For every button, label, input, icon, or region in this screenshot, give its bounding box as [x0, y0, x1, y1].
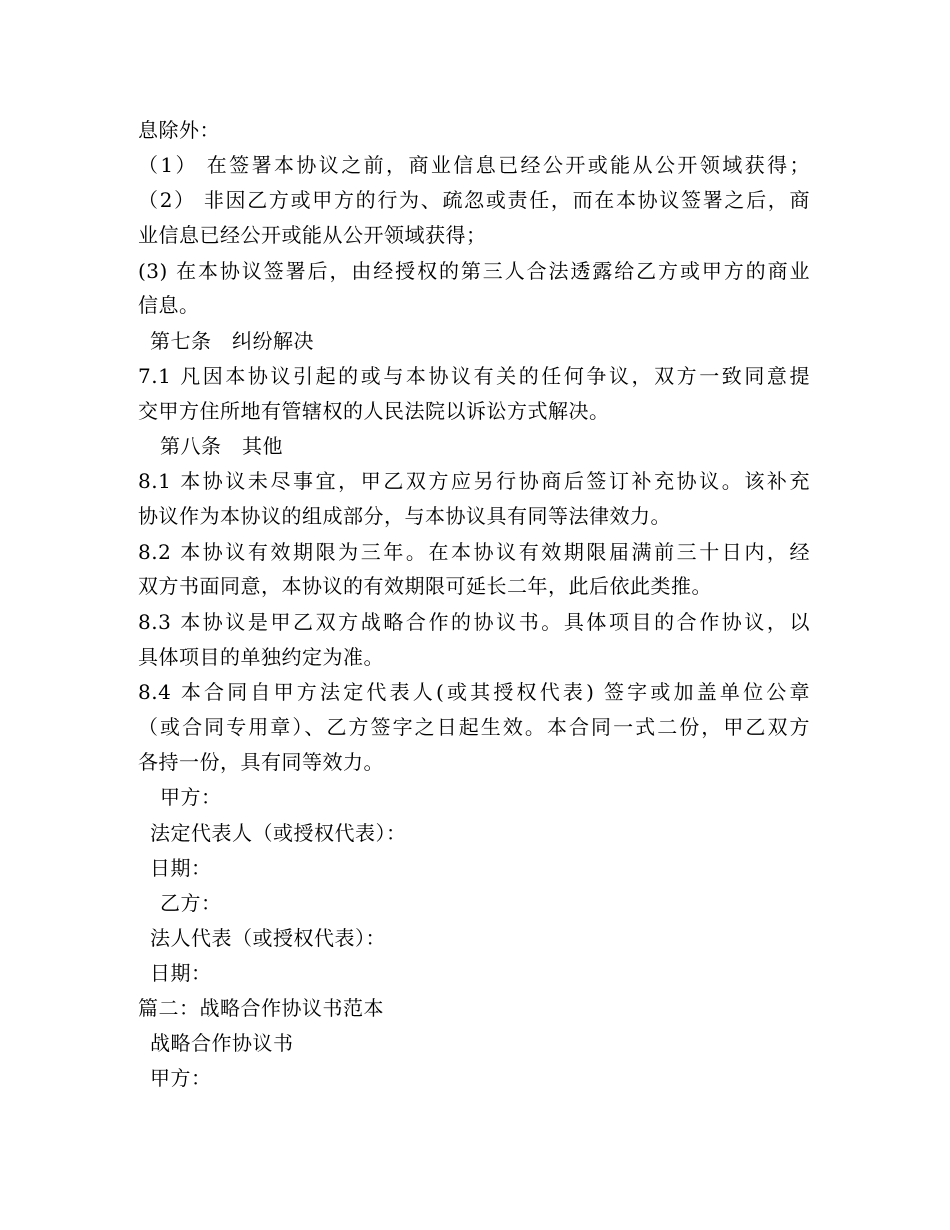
text-line: 息除外：: [138, 118, 220, 142]
text-line: 交甲方住所地有管辖权的人民法院以诉讼方式解决。: [138, 399, 610, 423]
text-line: 双方书面同意，本协议的有效期限可延长二年，此后依此类推。: [138, 574, 712, 598]
text-line: 8.1 本协议未尽事宜，甲乙双方应另行协商后签订补充协议。该补充: [138, 469, 810, 493]
party-a-label: 甲方：: [150, 1066, 212, 1090]
chapter-title: 篇二：战略合作协议书范本: [138, 996, 384, 1020]
date-label: 日期：: [150, 961, 212, 985]
text-line: 8.4 本合同自甲方法定代表人(或其授权代表) 签字或加盖单位公章: [138, 680, 810, 704]
legal-rep-label: 法人代表（或授权代表）：: [150, 926, 386, 950]
section-heading: 第七条 纠纷解决: [150, 329, 314, 353]
party-a-label: 甲方：: [160, 785, 222, 809]
party-b-label: 乙方：: [160, 891, 222, 915]
text-line: (3) 在本协议签署后，由经授权的第三人合法透露给乙方或甲方的商业: [138, 259, 810, 283]
text-line: 8.2 本协议有效期限为三年。在本协议有效期限届满前三十日内，经: [138, 540, 810, 564]
text-line: 8.3 本协议是甲乙双方战略合作的协议书。具体项目的合作协议，以: [138, 610, 810, 634]
text-line: （2） 非因乙方或甲方的行为、疏忽或责任，而在本协议签署之后，商: [138, 188, 810, 212]
text-line: 协议作为本协议的组成部分，与本协议具有同等法律效力。: [138, 504, 671, 528]
date-label: 日期：: [150, 856, 212, 880]
text-line: （1） 在签署本协议之前，商业信息已经公开或能从公开领域获得；: [138, 153, 810, 177]
text-line: 具体项目的单独约定为准。: [138, 645, 384, 669]
document-title: 战略合作协议书: [150, 1031, 294, 1055]
text-line: 信息。: [138, 293, 200, 317]
legal-rep-label: 法定代表人（或授权代表）：: [150, 821, 407, 845]
text-line: （或合同专用章）、乙方签字之日起生效。本合同一式二份，甲乙双方: [138, 715, 810, 739]
section-heading: 第八条 其他: [160, 434, 283, 458]
text-line: 业信息已经公开或能从公开领域获得；: [138, 223, 487, 247]
text-line: 各持一份，具有同等效力。: [138, 750, 384, 774]
text-line: 7.1 凡因本协议引起的或与本协议有关的任何争议，双方一致同意提: [138, 364, 810, 388]
